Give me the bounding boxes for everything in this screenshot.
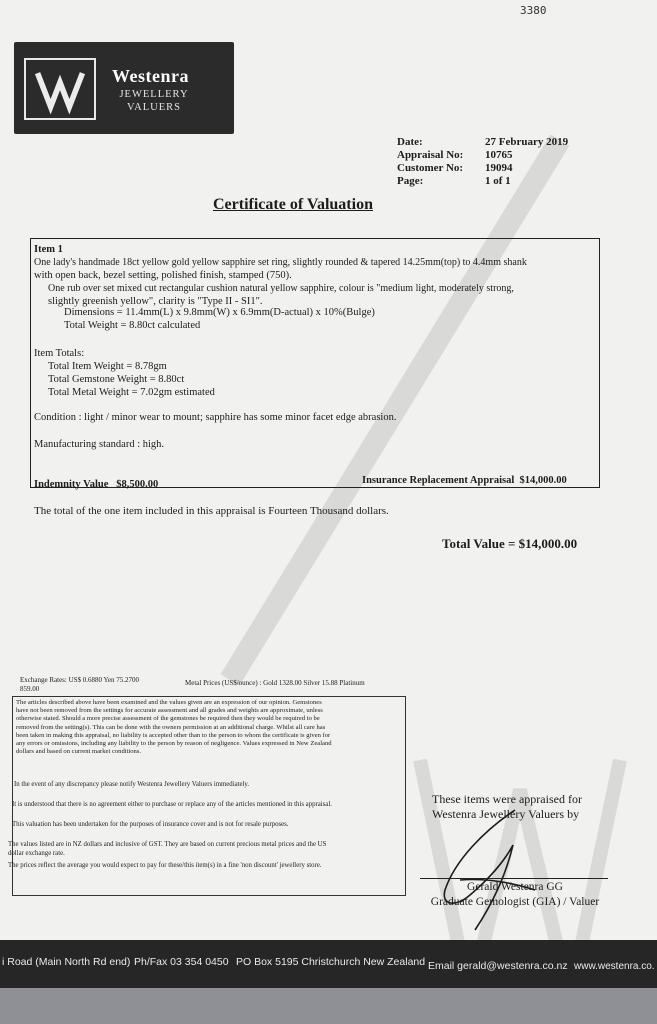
footer-po-box: PO Box 5195 Christchurch New Zealand	[236, 956, 426, 968]
item-dimensions: Dimensions = 11.4mm(L) x 9.8mm(W) x 6.9mm(D-actual) x 10%(Bulge)	[64, 307, 375, 318]
manufacturing-standard: Manufacturing standard : high.	[34, 439, 165, 450]
terms-line: any errors or omissions, including any liability to the person by reason of negligence. Values expressed in New Zealand	[16, 740, 332, 748]
meta-label: Appraisal No:	[397, 149, 464, 161]
meta-value: 10765	[485, 149, 513, 161]
terms-paragraph-5	[8, 840, 404, 858]
logo-w-icon	[24, 58, 96, 120]
footer-email: Email gerald@westenra.co.nz	[428, 960, 568, 972]
handwritten-signature	[415, 790, 565, 940]
valuer-details	[420, 880, 610, 910]
exchange-rates: Exchange Rates: US$ 0.6880 Yen 75.2700	[20, 676, 139, 684]
terms-line: removed from the setting(s). This can be done with the owners permission at an additional charge. Whilst all care has	[16, 723, 326, 731]
insurance-value-row	[362, 474, 567, 487]
metal-prices: Metal Prices (US$/ounce) : Gold 1328.00 Silver 15.88 Platinum	[185, 679, 365, 687]
meta-label: Page:	[397, 175, 424, 187]
item-description-line-3: One rub over set mixed cut rectangular cushion natural yellow sapphire, colour is "medium light, moderately strong,	[48, 283, 514, 294]
item-heading: Item 1	[34, 244, 63, 255]
terms-line: dollars and based on current market conditions.	[16, 748, 142, 756]
signature-statement-line-1: These items were appraised for	[432, 792, 582, 806]
indemnity-amount: $8,500.00	[116, 479, 159, 490]
meta-row-date	[397, 136, 568, 149]
total-gemstone-weight: Total Gemstone Weight = 8.80ct	[48, 374, 185, 385]
item-total-weight: Total Weight = 8.80ct calculated	[64, 320, 201, 331]
handwritten-reference-number: 3380	[520, 4, 547, 17]
meta-row-page	[397, 175, 568, 188]
terms-paragraph-6: The prices reflect the average you would expect to pay for these/this item(s) in a fine 'non discount' jewellery store.	[8, 862, 322, 869]
valuer-credential: Graduate Gemologist (GIA) / Valuer	[430, 896, 600, 908]
indemnity-value-row	[34, 478, 158, 491]
terms-paragraph-3: It is understood that there is no agreement either to purchase or replace any of the articles mentioned in this appraisal.	[12, 801, 332, 808]
brand-subtitle	[112, 88, 196, 114]
terms-paragraph-2: In the event of any discrepancy please notify Westenra Jewellery Valuers immediately.	[14, 781, 250, 788]
terms-paragraph-1	[16, 699, 406, 756]
meta-row-appraisal	[397, 149, 568, 162]
meta-label: Customer No:	[397, 162, 464, 174]
terms-line: The articles described above have been examined and the values given are an expression of our opinion. Gemstones	[16, 699, 322, 706]
background-surface	[0, 988, 657, 1024]
item-totals-heading: Item Totals:	[34, 348, 85, 359]
meta-value: 19094	[485, 162, 513, 174]
brand-subtitle-line-2: VALUERS	[126, 102, 182, 113]
meta-value: 1 of 1	[485, 175, 511, 187]
item-description-line-4: slightly greenish yellow", clarity is "Type II - SI1".	[48, 296, 263, 307]
terms-line: been taken in making this appraisal, no liability is accepted other than to the person to whom the certificate is given for	[16, 731, 331, 739]
item-description-line-1: One lady's handmade 18ct yellow gold yellow sapphire set ring, slightly rounded & tapered 14.25mm(top) to 4.4mm shank	[34, 257, 527, 268]
item-description-line-2: with open back, bezel setting, polished finish, stamped (750).	[34, 270, 292, 281]
total-metal-weight: Total Metal Weight = 7.02gm estimated	[48, 387, 215, 398]
footer-phone: Ph/Fax 03 354 0450	[134, 956, 229, 968]
condition-note: Condition : light / minor wear to mount; sapphire has some minor facet edge abrasion.	[34, 412, 397, 423]
insurance-label: Insurance Replacement Appraisal	[362, 475, 515, 486]
terms-line: have not been removed from the settings for accurate assessment and all grades and weights are approximate, unless	[16, 707, 323, 715]
footer-address: i Road (Main North Rd end)	[2, 956, 131, 968]
total-value: Total Value = $14,000.00	[442, 536, 578, 551]
terms-line: dollar exchange rate.	[8, 850, 65, 857]
insurance-amount: $14,000.00	[519, 475, 567, 486]
terms-line: otherwise stated. Should a more precise assessment of the gemstones be required then they would be required to be	[16, 715, 320, 723]
signature-line	[420, 878, 608, 879]
meta-value: 27 February 2019	[485, 136, 569, 148]
valuer-name: Gerald Westenra GG	[467, 881, 563, 893]
total-item-weight: Total Item Weight = 8.78gm	[48, 361, 167, 372]
indemnity-label: Indemnity Value	[34, 479, 109, 490]
terms-paragraph-4: This valuation has been undertaken for the purposes of insurance cover and is not for resale purposes.	[12, 821, 289, 828]
total-sentence: The total of the one item included in this appraisal is Fourteen Thousand dollars.	[34, 505, 389, 517]
terms-line: The values listed are in NZ dollars and inclusive of GST. They are based on current precious metal prices and the US	[8, 841, 327, 848]
certificate-meta	[397, 136, 568, 188]
footer-website: www.westenra.co.	[574, 961, 655, 972]
meta-label: Date:	[397, 136, 423, 148]
certificate-title: Certificate of Valuation	[213, 196, 373, 213]
brand-subtitle-line-1: JEWELLERY	[119, 89, 189, 100]
signature-statement-line-2: Westenra Jewellery Valuers by	[432, 807, 580, 821]
footer-bar	[0, 940, 657, 988]
meta-row-customer	[397, 162, 568, 175]
exchange-rates-platinum: 859.00	[20, 685, 40, 693]
brand-name: Westenra	[112, 66, 189, 86]
